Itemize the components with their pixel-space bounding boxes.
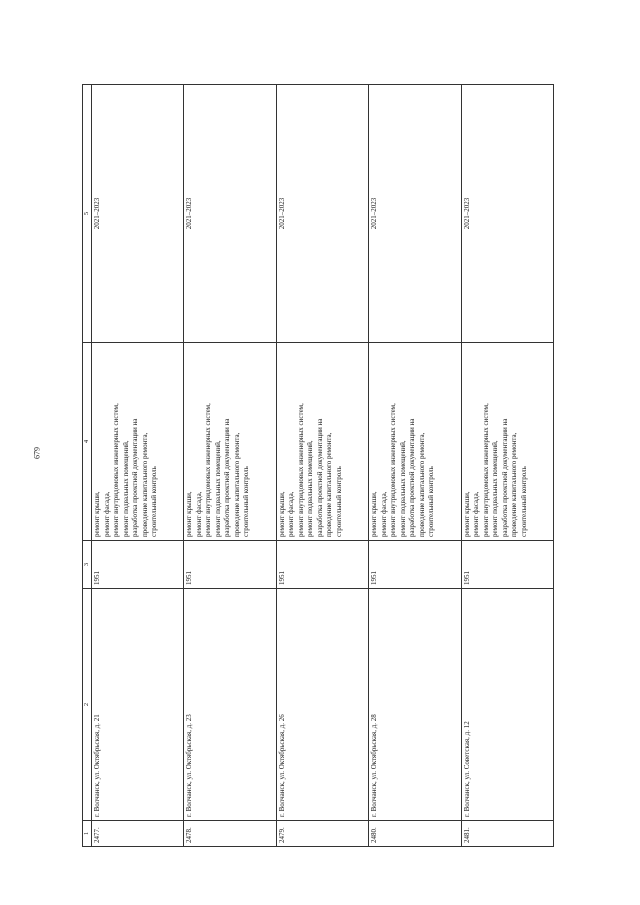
works-line: ремонт фасада, — [194, 491, 203, 537]
table-body — [92, 85, 554, 847]
column-number-row — [83, 85, 92, 847]
repair-schedule-table — [82, 84, 554, 847]
build-year-cell: 1951 — [461, 541, 553, 589]
works-line: проведение капитального ремонта, — [510, 432, 519, 537]
period-cell: 2021–2023 — [369, 85, 461, 343]
works-line: ремонт крыши, — [185, 491, 194, 537]
works-line: разработка проектной документации на — [500, 418, 509, 537]
row-number-cell: 2477. — [92, 821, 184, 847]
row-number-cell: 2480. — [369, 821, 461, 847]
column-header-1: 1 — [83, 821, 92, 847]
works-line: ремонт внутридомовых инженерных систем, — [112, 403, 120, 537]
column-header-5: 5 — [83, 85, 92, 343]
works-line: разработка проектной документации на — [408, 418, 417, 537]
address-cell: г. Волчанск, ул. Октябрьская, д. 26 — [276, 589, 368, 821]
period-cell: 2021–2023 — [461, 85, 553, 343]
works-line: ремонт подвальных помещений, — [306, 440, 315, 537]
works-line: проведение капитального ремонта, — [417, 432, 426, 537]
works-line: разработка проектной документации на — [131, 418, 139, 537]
address-cell: г. Волчанск, ул. Октябрьская, д. 23 — [184, 589, 276, 821]
works-line: ремонт внутридомовых инженерных систем, — [481, 403, 490, 537]
period-cell: 2021–2023 — [276, 85, 368, 343]
table-row — [92, 85, 184, 847]
works-line: проведение капитального ремонта, — [232, 432, 241, 537]
works-line: ремонт внутридомовых инженерных систем, — [204, 403, 213, 537]
build-year-cell: 1951 — [184, 541, 276, 589]
period-cell: 2021–2023 — [92, 85, 184, 343]
column-header-3: 3 — [83, 541, 92, 589]
build-year-cell: 1951 — [92, 541, 184, 589]
works-cell — [369, 343, 461, 541]
table-row — [369, 85, 461, 847]
works-line: ремонт фасада, — [379, 491, 388, 537]
works-cell — [461, 343, 553, 541]
works-line: ремонт крыши, — [462, 491, 471, 537]
column-header-4: 4 — [83, 343, 92, 541]
build-year-cell: 1951 — [369, 541, 461, 589]
works-cell — [92, 343, 184, 541]
column-header-2: 2 — [83, 589, 92, 821]
works-line: ремонт фасада, — [102, 491, 111, 537]
table-row — [276, 85, 368, 847]
works-cell — [276, 343, 368, 541]
row-number-cell: 2478. — [184, 821, 276, 847]
table-row — [461, 85, 553, 847]
works-line: ремонт внутридомовых инженерных систем, — [389, 403, 398, 537]
row-number-cell: 2481. — [461, 821, 553, 847]
works-line: разработка проектной документации на — [315, 418, 324, 537]
period-cell: 2021–2023 — [184, 85, 276, 343]
works-line: ремонт крыши, — [93, 491, 101, 537]
works-line: ремонт подвальных помещений, — [491, 440, 500, 537]
page-number: 679 — [32, 447, 42, 459]
works-line: ремонт подвальных помещений, — [213, 440, 222, 537]
works-line: ремонт фасада, — [287, 491, 296, 537]
table-row — [184, 85, 276, 847]
build-year-cell: 1951 — [276, 541, 368, 589]
works-line: разработка проектной документации на — [223, 418, 232, 537]
works-line: ремонт фасада, — [472, 491, 481, 537]
works-line: проведение капитального ремонта, — [325, 432, 334, 537]
works-line: ремонт крыши, — [370, 491, 379, 537]
works-line: ремонт крыши, — [277, 491, 286, 537]
address-cell: г. Волчанск, ул. Октябрьская, д. 28 — [369, 589, 461, 821]
works-line: строительный контроль — [334, 466, 343, 537]
works-line: строительный контроль — [427, 466, 436, 537]
works-line: ремонт внутридомовых инженерных систем, — [296, 403, 305, 537]
works-line: ремонт подвальных помещений, — [121, 440, 130, 537]
works-cell — [184, 343, 276, 541]
works-line: проведение капитального ремонта, — [140, 432, 149, 537]
address-cell: г. Волчанск, ул. Советская, д. 12 — [461, 589, 553, 821]
row-number-cell: 2479. — [276, 821, 368, 847]
works-line: строительный контроль — [150, 466, 158, 537]
rotated-table-wrapper — [82, 85, 554, 847]
address-cell: г. Волчанск, ул. Октябрьская, д. 21 — [92, 589, 184, 821]
works-line: строительный контроль — [242, 466, 251, 537]
works-line: строительный контроль — [519, 466, 528, 537]
works-line: ремонт подвальных помещений, — [398, 440, 407, 537]
